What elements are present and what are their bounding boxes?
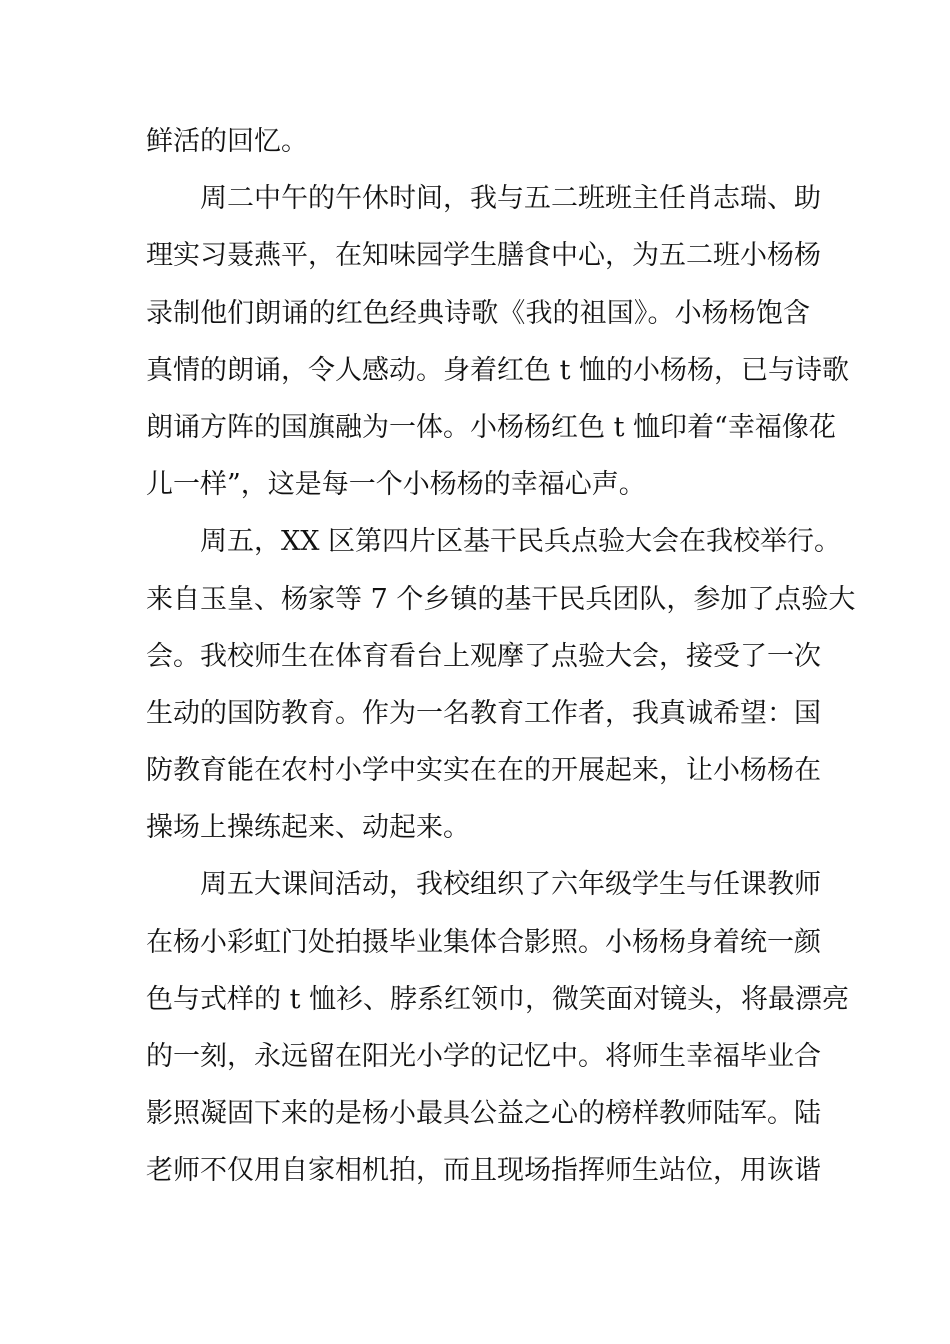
text-line: 周五，XX 区第四片区基干民兵点验大会在我校举行。 xyxy=(200,526,842,558)
text-line: 真情的朗诵，令人感动。身着红色 t 恤的小杨杨，已与诗歌 xyxy=(146,354,850,386)
text-line: 理实习聂燕平，在知味园学生膳食中心，为五二班小杨杨 xyxy=(146,240,821,272)
text-line: 周二中午的午休时间，我与五二班班主任肖志瑞、助 xyxy=(200,183,821,215)
text-line: 影照凝固下来的是杨小最具公益之心的榜样教师陆军。陆 xyxy=(146,1098,821,1130)
text-line: 老师不仅用自家相机拍，而且现场指挥师生站位，用诙谐 xyxy=(146,1155,821,1187)
text-line: 会。我校师生在体育看台上观摩了点验大会，接受了一次 xyxy=(146,640,821,672)
text-line: 防教育能在农村小学中实实在在的开展起来，让小杨杨在 xyxy=(146,755,821,787)
text-line: 来自玉皇、杨家等 7 个乡镇的基干民兵团队，参加了点验大 xyxy=(146,583,856,615)
document-body xyxy=(146,113,856,1200)
text-line: 的一刻，永远留在阳光小学的记忆中。将师生幸福毕业合 xyxy=(146,1041,821,1072)
text-line: 在杨小彩虹门处拍摄毕业集体合影照。小杨杨身着统一颜 xyxy=(146,926,821,958)
text-line: 周五大课间活动，我校组织了六年级学生与任课教师 xyxy=(200,869,821,901)
text-line: 色与式样的 t 恤衫、脖系红领巾，微笑面对镜头，将最漂亮 xyxy=(146,983,850,1015)
text-line: 操场上操练起来、动起来。 xyxy=(146,812,470,844)
text-line: 朗诵方阵的国旗融为一体。小杨杨红色 t 恤印着“幸福像花 xyxy=(146,411,836,443)
text-line: 生动的国防教育。作为一名教育工作者，我真诚希望：国 xyxy=(146,697,821,729)
text-line: 鲜活的回忆。 xyxy=(146,126,308,157)
text-line: 儿一样”，这是每一个小杨杨的幸福心声。 xyxy=(146,469,646,501)
text-line: 录制他们朗诵的红色经典诗歌《我的祖国》。小杨杨饱含 xyxy=(146,297,810,329)
